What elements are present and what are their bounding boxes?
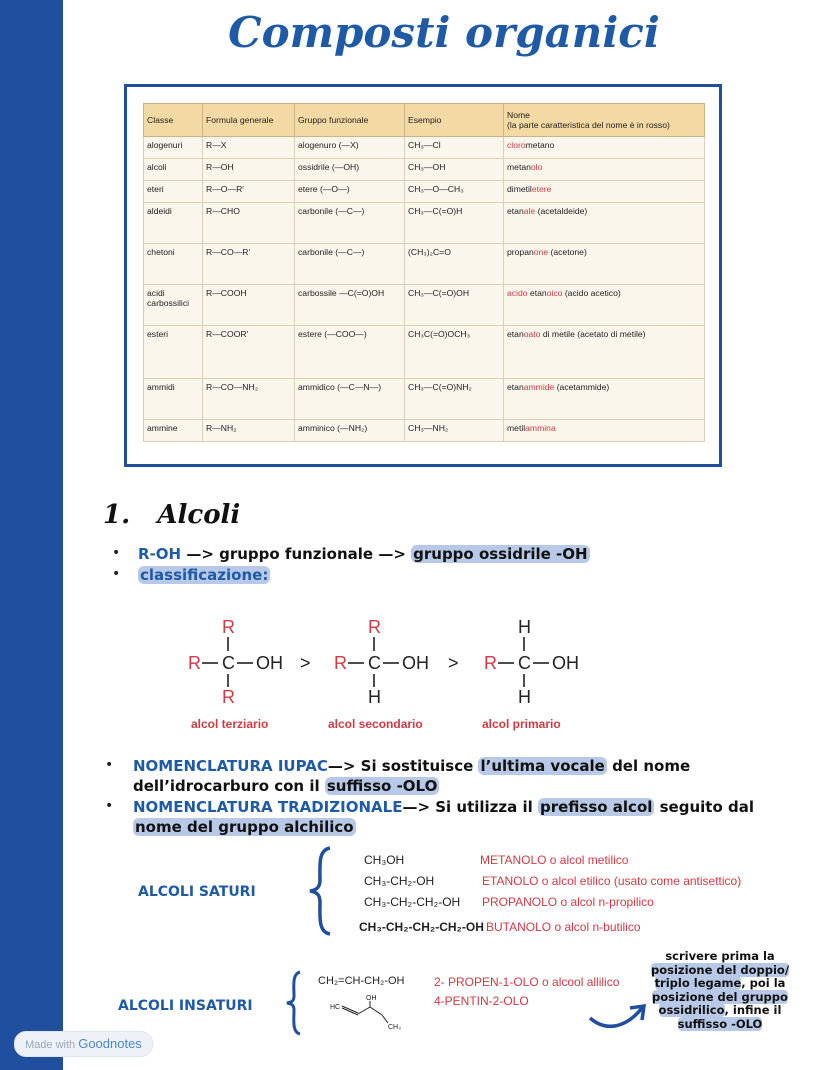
svg-text:R: R: [334, 653, 347, 673]
label-alcoli-insaturi: ALCOLI INSATURI: [118, 998, 253, 1014]
formula-propenolo: CH₂=CH-CH₂-OH: [318, 975, 405, 987]
cell-formula: R—OH: [203, 159, 295, 181]
cell-classe: alogenuri: [144, 137, 203, 159]
nomenclatura-iupac: NOMENCLATURA IUPAC—> Si sostituisce l’ultima vocale del nome dell’idrocarburo con il suffisso -OLO: [133, 757, 691, 795]
svg-text:R: R: [222, 687, 235, 707]
arrow-icon: [586, 998, 648, 1032]
page-sidebar: [0, 0, 63, 1070]
name-propanolo: PROPANOLO o alcol n-propilico: [482, 895, 654, 909]
cell-esempio: CH₃—OH: [405, 159, 504, 181]
svg-text:C: C: [368, 653, 381, 673]
cell-formula: R—CO—R′: [203, 244, 295, 285]
cell-formula: R—CO—NH₂: [203, 379, 295, 420]
nomenclatura-tradizionale: NOMENCLATURA TRADIZIONALE—> Si utilizza il prefisso alcol seguito dal nome del gruppo alchilico: [133, 798, 754, 836]
struct-r: R: [222, 617, 235, 637]
cell-nome: etanale (acetaldeide): [504, 203, 705, 244]
cell-classe: ammidi: [144, 379, 203, 420]
cell-nome: clorometano: [504, 137, 705, 159]
svg-text:OH: OH: [256, 653, 283, 673]
brace-icon: [306, 846, 336, 936]
goodnotes-watermark: Made with Goodnotes: [14, 1031, 153, 1057]
cell-nome: propanone (acetone): [504, 244, 705, 285]
cell-classe: ammine: [144, 420, 203, 442]
cell-nome: etanoato di metile (acetato di metile): [504, 326, 705, 379]
note-insaturi: scrivere prima la posizione del doppio/ triplo legame, poi la posizione del gruppo ossidrilico, infine il suffisso -OLO: [650, 949, 790, 1031]
label-alcol-terziario: alcol terziario: [191, 717, 269, 731]
bullet-classificazione: classificazione:: [140, 566, 269, 584]
cell-gruppo: estere (—COO—): [295, 326, 405, 379]
cell-formula: R—CHO: [203, 203, 295, 244]
svg-text:C: C: [222, 653, 235, 673]
section-title: Alcoli: [157, 500, 241, 530]
header-gruppo: Gruppo funzionale: [295, 104, 405, 137]
cell-gruppo: alogenuro (—X): [295, 137, 405, 159]
struct-oh: OH: [366, 995, 377, 1002]
svg-text:R: R: [188, 653, 201, 673]
cell-esempio: CH₃—O—CH₃: [405, 181, 504, 203]
pentinolo-structure: [326, 993, 416, 1033]
label-alcoli-saturi: ALCOLI SATURI: [138, 884, 256, 900]
brace-icon: [284, 970, 304, 1036]
bullet-dot: •: [105, 798, 114, 814]
label-alcol-primario: alcol primario: [482, 717, 561, 731]
bullet-dot: •: [112, 566, 121, 582]
cell-gruppo: carbossile —C(=O)OH: [295, 285, 405, 326]
cell-formula: R—X: [203, 137, 295, 159]
cell-esempio: CH₃—Cl: [405, 137, 504, 159]
alcohol-structures: [180, 615, 600, 715]
cell-nome: metilammina: [504, 420, 705, 442]
cell-nome: metanolo: [504, 159, 705, 181]
header-nome: Nome (la parte caratteristica del nome è in rosso): [504, 104, 705, 137]
header-formula: Formula generale: [203, 104, 295, 137]
cell-classe: chetoni: [144, 244, 203, 285]
cell-classe: eteri: [144, 181, 203, 203]
formula-metanolo: CH₃OH: [364, 853, 405, 867]
table-row: [144, 420, 705, 442]
svg-text:H: H: [368, 687, 381, 707]
cell-classe: acidi carbossilici: [144, 285, 203, 326]
name-butanolo: BUTANOLO o alcol n-butilico: [486, 920, 641, 934]
svg-text:>: >: [300, 653, 311, 673]
cell-nome: etanammide (acetammide): [504, 379, 705, 420]
section-number: 1.: [103, 500, 131, 530]
cell-formula: R—NH₂: [203, 420, 295, 442]
cell-gruppo: carbonile (—C—): [295, 203, 405, 244]
name-etanolo: ETANOLO o alcol etilico (usato come antisettico): [482, 874, 742, 888]
cell-nome: dimetiletere: [504, 181, 705, 203]
header-classe: Classe: [144, 104, 203, 137]
bullet-dot: •: [112, 545, 121, 561]
svg-text:OH: OH: [552, 653, 579, 673]
svg-text:H: H: [518, 687, 531, 707]
cell-gruppo: ossidrile (—OH): [295, 159, 405, 181]
cell-formula: R—O—R′: [203, 181, 295, 203]
name-metanolo: METANOLO o alcol metilico: [480, 853, 629, 867]
svg-text:R: R: [368, 617, 381, 637]
table-row: [144, 285, 705, 326]
functional-groups-table: [143, 103, 705, 442]
formula-etanolo: CH₃-CH₂-OH: [364, 874, 435, 888]
bullet-rooh: R-OH —> gruppo funzionale —> gruppo ossidrile -OH: [138, 545, 588, 563]
cell-gruppo: etere (—O—): [295, 181, 405, 203]
cell-gruppo: carbonile (—C—): [295, 244, 405, 285]
struct-hc: HC: [330, 1004, 341, 1011]
formula-propanolo: CH₃-CH₂-CH₂-OH: [364, 895, 461, 909]
bullet-dot: •: [105, 757, 114, 773]
svg-text:>: >: [448, 653, 459, 673]
cell-gruppo: ammidico (—C—N—): [295, 379, 405, 420]
table-row: [144, 137, 705, 159]
table-row: [144, 159, 705, 181]
svg-text:OH: OH: [402, 653, 429, 673]
svg-text:R: R: [484, 653, 497, 673]
cell-esempio: CH₃—C(=O)H: [405, 203, 504, 244]
table-row: [144, 181, 705, 203]
cell-formula: R—COOR′: [203, 326, 295, 379]
table-frame: [124, 84, 722, 467]
label-alcol-secondario: alcol secondario: [328, 717, 423, 731]
struct-ch3: CH₃: [388, 1024, 401, 1031]
section-heading: [103, 500, 240, 530]
name-pentinolo: 4-PENTIN-2-OLO: [434, 994, 529, 1008]
cell-classe: aldeidi: [144, 203, 203, 244]
table-row: [144, 326, 705, 379]
table-row: [144, 379, 705, 420]
table-row: [144, 244, 705, 285]
cell-esempio: (CH₃)₂C=O: [405, 244, 504, 285]
cell-formula: R—COOH: [203, 285, 295, 326]
cell-classe: alcoli: [144, 159, 203, 181]
svg-text:H: H: [518, 617, 531, 637]
page-title: Composti organici: [228, 8, 660, 57]
header-esempio: Esempio: [405, 104, 504, 137]
formula-butanolo: CH₃-CH₂-CH₂-CH₂-OH: [359, 920, 484, 934]
cell-gruppo: amminico (—NH₂): [295, 420, 405, 442]
cell-esempio: CH₃—NH₂: [405, 420, 504, 442]
cell-esempio: CH₃—C(=O)OH: [405, 285, 504, 326]
cell-nome: acido etanoico (acido acetico): [504, 285, 705, 326]
cell-esempio: CH₃C(=O)OCH₃: [405, 326, 504, 379]
svg-text:C: C: [518, 653, 531, 673]
table-row: [144, 203, 705, 244]
cell-classe: esteri: [144, 326, 203, 379]
name-propenolo: 2- PROPEN-1-OLO o alcool allilico: [434, 975, 620, 989]
cell-esempio: CH₃—C(=O)NH₂: [405, 379, 504, 420]
